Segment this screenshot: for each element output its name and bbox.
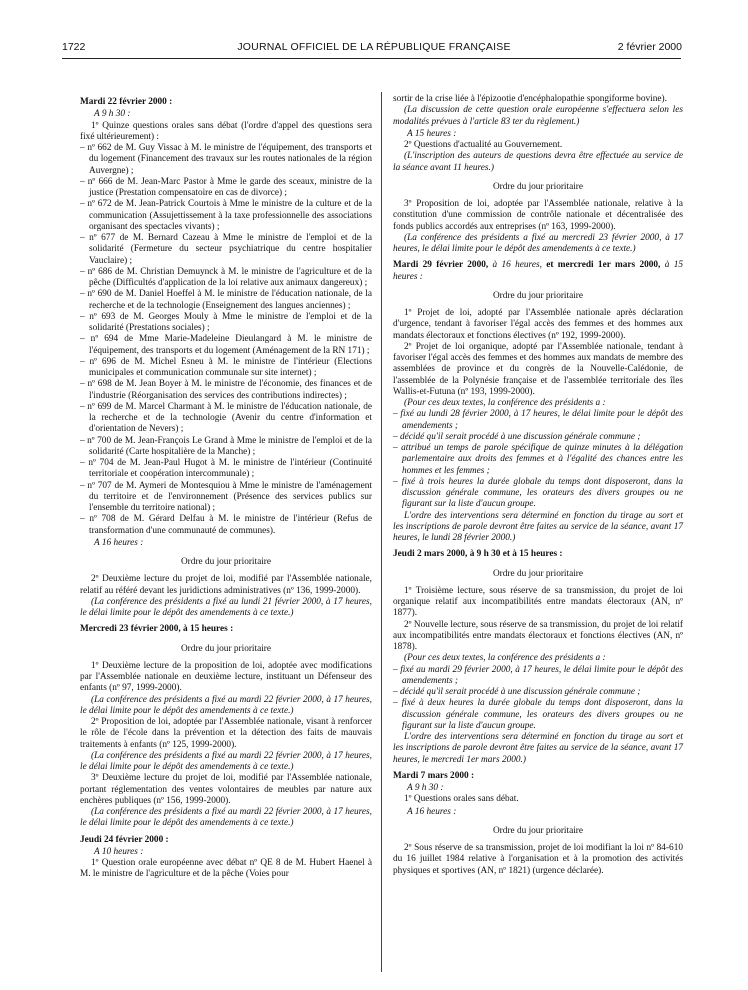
time-heading: A 9 h 30 :: [94, 109, 131, 120]
question-item: – nº 694 de Mme Marie-Madeleine Dieulangard à M. le ministre de l'équipement, des transports et du logement (Aménagement de la RN 171) ;: [80, 334, 372, 356]
agenda-item: 1º Questions orales sans débat.: [404, 794, 519, 805]
question-item: – nº 690 de M. Daniel Hoeffel à M. le ministre de l'éducation nationale, de la recherche et de la technologie (Enseignement des langues anciennes) ;: [80, 289, 372, 311]
page-number: 1722: [62, 41, 86, 53]
section-heading: Ordre du jour prioritaire: [492, 568, 584, 579]
column-divider: [381, 92, 382, 972]
agenda-item: 2º Nouvelle lecture, sous réserve de sa transmission, du projet de loi relatif aux incompatibilités entre mandats électoraux et fonctions électives (AN, nº 1878).: [393, 619, 683, 652]
day-heading-part: à 15 heures :: [393, 260, 683, 282]
agenda-note-bullet: – fixé à deux heures la durée globale du temps dont disposeront, dans la discussion générale commune, les orateurs des divers groupes ou ne figurant sur la liste d'aucun groupe.: [393, 698, 683, 731]
agenda-item: 2º Sous réserve de sa transmission, projet de loi modifiant la loi nº 84-610 du 16 juillet 1984 relative à l'organisation et à la promotion des activités physiques et sportives (AN, nº 1821) (urgence déclarée).: [393, 843, 683, 876]
agenda-item: 1º Deuxième lecture de la proposition de loi, adoptée avec modifications par l'Assemblée nationale en deuxième lecture, instituant un Défenseur des enfants (nº 97, 1999-2000).: [80, 660, 372, 694]
header-rule: [62, 58, 681, 59]
agenda-note: (La discussion de cette question orale européenne s'effectuera selon les modalités prévues à l'article 83 ter du règlement.): [393, 105, 683, 127]
question-item: – nº 700 de M. Jean-François Le Grand à Mme le ministre de l'emploi et de la solidarité (Carte hospitalière de la Manche) ;: [80, 435, 372, 457]
day-heading: [393, 260, 683, 283]
section-heading: Ordre du jour prioritaire: [180, 557, 272, 567]
agenda-note: (Pour ces deux textes, la conférence des présidents a :: [404, 398, 606, 408]
agenda-note: (L'inscription des auteurs de questions devra être effectuée au service de la séance avant 11 heures.): [393, 151, 683, 173]
time-heading: A 9 h 30 :: [407, 783, 444, 793]
day-heading: Mardi 7 mars 2000 :: [393, 770, 475, 781]
section-heading: Ordre du jour prioritaire: [180, 643, 272, 654]
page-header: [0, 41, 748, 57]
agenda-note: L'ordre des interventions sera déterminé en fonction du tirage au sort et les inscriptions de parole devront être faites au service de la séance, avant 17 heures, le mercredi 1er mars 2000.): [393, 732, 683, 765]
agenda-item: 1º Question orale européenne avec débat nº QE 8 de M. Hubert Haenel à M. le ministre de l'agriculture et de la pêche (Voies pour: [80, 858, 372, 880]
question-item: – nº 708 de M. Gérard Delfau à M. le ministre de l'intérieur (Refus de transformation d'une communauté de communes).: [80, 514, 372, 536]
agenda-note: L'ordre des interventions sera déterminé en fonction du tirage au sort et les inscriptions de parole devront être faites au service de la séance, avant 17 heures, le lundi 28 février 2000.): [393, 510, 683, 543]
day-heading-part: à 16 heures,: [488, 260, 547, 271]
question-item: – nº 672 de M. Jean-Patrick Courtois à Mme le ministre de la culture et de la communication (Assujettissement à la taxe professionnelle des associations organisant des spectacles vivants) ;: [80, 199, 372, 232]
right-column: [393, 94, 683, 877]
section-heading: Ordre du jour prioritaire: [492, 825, 584, 836]
time-heading: A 10 heures :: [94, 846, 144, 857]
question-item: – nº 662 de M. Guy Vissac à M. le ministre de l'équipement, des transports et du logement (Financement des travaux sur les routes nationales de la région Auvergne) ;: [80, 143, 372, 176]
day-heading-part: et mercredi 1er mars 2000,: [546, 260, 661, 271]
agenda-item: 2º Deuxième lecture du projet de loi, modifié par l'Assemblée nationale, relatif au référé devant les juridictions administratives (nº 136, 1999-2000).: [80, 574, 372, 596]
time-heading: A 15 heures :: [407, 128, 457, 139]
question-item: – nº 699 de M. Marcel Charmant à M. le ministre de l'éducation nationale, de la recherche et de la technologie (Avenir du centre d'information et d'orientation de Nevers) ;: [80, 401, 372, 435]
agenda-item: 1º Quinze questions orales sans débat (l'ordre d'appel des questions sera fixé ultérieurement) :: [80, 120, 372, 142]
agenda-item: 3º Deuxième lecture du projet de loi, modifié par l'Assemblée nationale, portant réglementation des ventes volontaires de meubles par nature aux enchères publiques (nº 156, 1999-2000).: [80, 773, 372, 806]
agenda-item: 1º Troisième lecture, sous réserve de sa transmission, du projet de loi organique relatif aux incompatibilités entre mandats électoraux (AN, nº 1877).: [393, 585, 683, 619]
day-heading: Jeudi 2 mars 2000, à 9 h 30 et à 15 heures :: [393, 549, 563, 560]
agenda-note: (La conférence des présidents a fixé au mercredi 23 février 2000, à 17 heures, le délai limite pour le dépôt des amendements à ce texte.): [393, 232, 683, 254]
day-heading-part: Mardi 29 février 2000,: [393, 260, 489, 271]
agenda-note-bullet: – attribué un temps de parole spécifique de quinze minutes à la délégation parlementaire aux droits des femmes et à l'égalité des chances entre les hommes et les femmes ;: [393, 443, 683, 476]
question-item: – nº 693 de M. Georges Mouly à Mme le ministre de l'emploi et de la solidarité (Prestations sociales) ;: [80, 311, 372, 333]
question-item: – nº 704 de M. Jean-Paul Hugot à M. le ministre de l'intérieur (Continuité territoriale et coopération intercommunale) ;: [80, 458, 372, 480]
time-heading: A 16 heures :: [407, 806, 457, 817]
agenda-item: 3º Proposition de loi, adoptée par l'Assemblée nationale, relative à la constitution d'une commission de contrôle nationale et décentralisée des fonds publics accordés aux entreprises (nº 163, 1999-2000).: [393, 199, 683, 232]
agenda-item-continued: sortir de la crise liée à l'épizootie d'encéphalopathie spongiforme bovine).: [393, 94, 667, 104]
agenda-note: (Pour ces deux textes, la conférence des présidents a :: [404, 653, 606, 664]
day-heading: Mercredi 23 février 2000, à 15 heures :: [80, 624, 234, 635]
agenda-note: (La conférence des présidents a fixé au mardi 22 février 2000, à 17 heures, le délai limite pour le dépôt des amendements à ce texte.): [80, 694, 372, 716]
section-heading: Ordre du jour prioritaire: [492, 181, 584, 192]
agenda-note: (La conférence des présidents a fixé au mardi 22 février 2000, à 17 heures, le délai limite pour le dépôt des amendements à ce texte.): [80, 750, 372, 772]
section-heading: Ordre du jour prioritaire: [492, 290, 584, 301]
agenda-note-bullet: – fixé au mardi 29 février 2000, à 17 heures, le délai limite pour le dépôt des amendements ;: [393, 664, 683, 686]
time-heading: A 16 heures :: [94, 537, 144, 548]
agenda-item: 2º Projet de loi organique, adopté par l'Assemblée nationale, tendant à favoriser l'égal accès des femmes et des hommes aux mandats de membre des assemblées de province et du congrès de la Nouvelle-Calédonie, de l'assemblée de la Polynésie française et de l'assemblée territoriale des îles Wallis-et-Futuna (nº 193, 1999-2000).: [393, 341, 683, 397]
question-item: – nº 666 de M. Jean-Marc Pastor à Mme le garde des sceaux, ministre de la justice (Prestation compensatoire en cas de divorce) ;: [80, 176, 372, 198]
agenda-item: 2º Questions d'actualité au Gouvernement.: [404, 140, 563, 150]
question-item: – nº 707 de M. Aymeri de Montesquiou à Mme le ministre de l'aménagement du territoire et de l'environnement (Présence des services publics sur l'ensemble du territoire national) ;: [80, 480, 372, 513]
question-item: – nº 677 de M. Bernard Cazeau à Mme le ministre de l'emploi et de la solidarité (Fermeture du secteur psychiatrique du centre hospitalier Vauclaire) ;: [80, 233, 372, 266]
day-heading: Jeudi 24 février 2000 :: [80, 834, 169, 845]
agenda-note-bullet: – fixé à trois heures la durée globale du temps dont disposeront, dans la discussion générale commune, les orateurs des divers groupes ou ne figurant sur la liste d'aucun groupe.: [393, 476, 683, 510]
question-item: – nº 698 de M. Jean Boyer à M. le ministre de l'économie, des finances et de l'industrie (Réorganisation des services des contributions indirectes) ;: [80, 379, 372, 401]
agenda-note-bullet: – fixé au lundi 28 février 2000, à 17 heures, le délai limite pour le dépôt des amendements ;: [393, 409, 683, 431]
question-item: – nº 696 de M. Michel Esneu à M. le ministre de l'intérieur (Elections municipales et communication communale sur site internet) ;: [80, 356, 372, 378]
agenda-note-bullet: – décidé qu'il serait procédé à une discussion générale commune ;: [393, 687, 641, 697]
question-item: – nº 686 de M. Christian Demuynck à M. le ministre de l'agriculture et de la pêche (Difficultés d'application de la loi relative aux animaux dangereux) ;: [80, 266, 372, 288]
issue-date: 2 février 2000: [617, 41, 682, 53]
agenda-note: (La conférence des présidents a fixé au mardi 22 février 2000, à 17 heures, le délai limite pour le dépôt des amendements à ce texte.): [80, 807, 372, 829]
journal-title: JOURNAL OFFICIEL DE LA RÉPUBLIQUE FRANÇAISE: [237, 41, 511, 53]
agenda-item: 1º Projet de loi, adopté par l'Assemblée nationale après déclaration d'urgence, tendant à favoriser l'égal accès des femmes et des hommes aux mandats électoraux et fonctions électives (nº 192, 1999-2000).: [393, 308, 683, 341]
day-heading: Mardi 22 février 2000 :: [80, 97, 173, 107]
agenda-item: 2º Proposition de loi, adoptée par l'Assemblée nationale, visant à renforcer le rôle de l'école dans la prévention et la détection des faits de mauvais traitements à enfants (nº 125, 1999-2000).: [80, 717, 372, 750]
agenda-note-bullet: – décidé qu'il serait procédé à une discussion générale commune ;: [393, 431, 641, 442]
left-column: [80, 94, 372, 881]
agenda-note: (La conférence des présidents a fixé au lundi 21 février 2000, à 17 heures, le délai limite pour le dépôt des amendements à ce texte.): [80, 596, 372, 618]
